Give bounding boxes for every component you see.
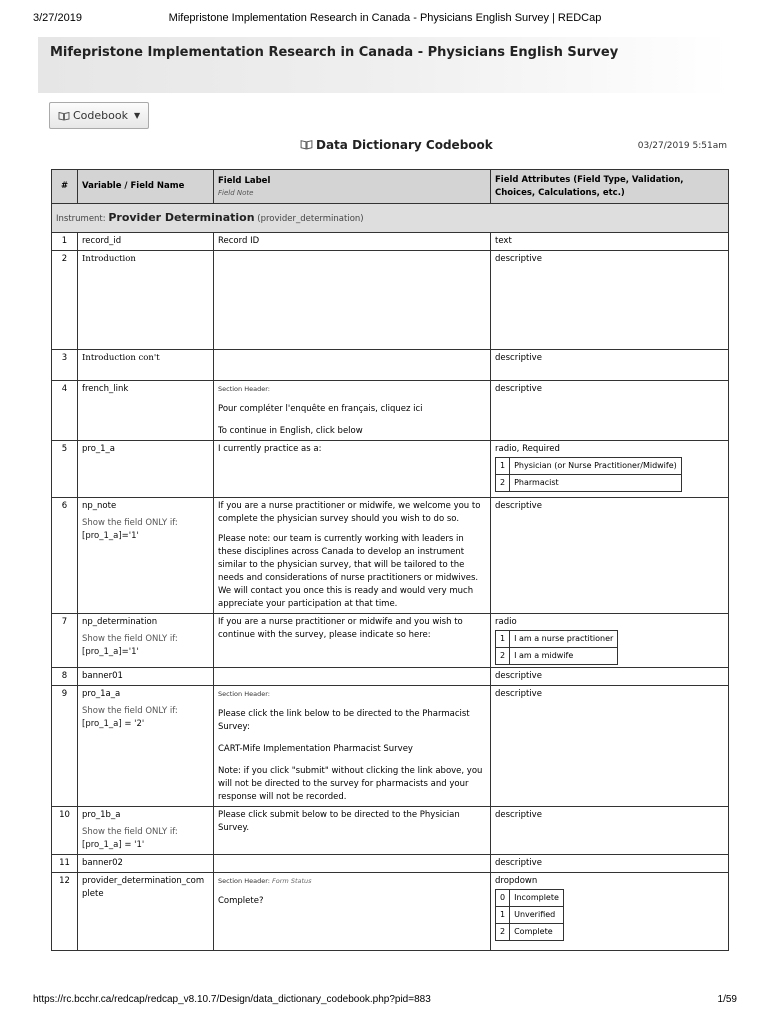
row-label-p1: If you are a nurse practitioner or midwife, we welcome you to complete the physician survey should you wish to do so.	[218, 501, 481, 524]
header-num: #	[52, 170, 78, 204]
project-title: Mifepristone Implementation Research in Canada - Physicians English Survey	[38, 37, 730, 93]
choice-row	[496, 631, 618, 648]
row-label-p3: Note: if you click "submit" without clicking the link above, you will not be directed to the survey for pharmacists and your response will not be recorded.	[218, 766, 483, 802]
section-header-label: Section Header:	[218, 385, 270, 393]
section-header-label: Section Header:	[218, 690, 270, 698]
branching-condition: [pro_1_a] = '2'	[82, 719, 145, 729]
row-variable	[78, 614, 214, 668]
branching-condition: [pro_1_a]='1'	[82, 531, 139, 541]
row-label	[214, 855, 491, 873]
row-num: 10	[52, 807, 78, 855]
row-variable: record_id	[78, 233, 214, 251]
header-field-note: Field Note	[218, 189, 254, 197]
branching-condition: [pro_1_a] = '1'	[82, 840, 145, 850]
row-num: 1	[52, 233, 78, 251]
instrument-var: (provider_determination)	[257, 213, 364, 224]
table-row	[52, 350, 729, 381]
table-row	[52, 614, 729, 668]
row-attributes: descriptive	[491, 668, 729, 686]
choice-code: 0	[496, 890, 510, 907]
codebook-button-label: Codebook	[73, 109, 128, 122]
row-num: 3	[52, 350, 78, 381]
choices-table	[495, 889, 564, 941]
caret-down-icon: ▼	[133, 111, 141, 120]
table-row	[52, 498, 729, 614]
row-variable: Introduction	[78, 251, 214, 350]
row-attributes	[491, 441, 729, 498]
choices-table	[495, 630, 618, 665]
instrument-name: Provider Determination	[108, 210, 255, 224]
branching-label: Show the field ONLY if:	[82, 827, 178, 837]
codebook-table	[51, 169, 729, 951]
table-row	[52, 807, 729, 855]
row-attributes	[491, 873, 729, 951]
header-variable: Variable / Field Name	[78, 170, 214, 204]
instrument-cell	[52, 204, 729, 233]
variable-name: np_determination	[82, 617, 158, 627]
choices-table	[495, 457, 682, 492]
row-num: 2	[52, 251, 78, 350]
instrument-row	[52, 204, 729, 233]
variable-name: pro_1b_a	[82, 810, 121, 820]
choice-code: 1	[496, 631, 510, 648]
book-icon	[58, 111, 70, 121]
row-label	[214, 686, 491, 807]
choice-row	[496, 475, 682, 492]
choice-label: I am a nurse practitioner	[510, 631, 618, 648]
branching-label: Show the field ONLY if:	[82, 706, 178, 716]
field-type: radio, Required	[495, 444, 560, 454]
print-url: https://rc.bcchr.ca/redcap/redcap_v8.10.7/Design/data_dictionary_codebook.php?pid=883	[33, 994, 431, 1005]
table-row	[52, 441, 729, 498]
table-row	[52, 873, 729, 951]
row-label-p1: Please click the link below to be directed to the Pharmacist Survey:	[218, 709, 470, 732]
choice-row	[496, 924, 564, 941]
row-attributes: descriptive	[491, 498, 729, 614]
row-num: 12	[52, 873, 78, 951]
choice-label: Complete	[510, 924, 564, 941]
print-footer	[33, 994, 737, 1008]
row-attributes: descriptive	[491, 807, 729, 855]
row-num: 6	[52, 498, 78, 614]
row-variable	[78, 498, 214, 614]
row-attributes: text	[491, 233, 729, 251]
table-header-row	[52, 170, 729, 204]
row-variable	[78, 807, 214, 855]
row-label-p2: To continue in English, click below	[218, 426, 363, 436]
branching-label: Show the field ONLY if:	[82, 518, 178, 528]
row-label-p2: Please note: our team is currently working with leaders in these disciplines across Canada to develop an instrument similar to the physician survey, that will be tailored to the needs and considerations of nurse practitioners or midwives. We will contact you once this is ready and would very much appreciate your participation at that time.	[218, 534, 479, 609]
choice-code: 2	[496, 648, 510, 665]
row-attributes: descriptive	[491, 855, 729, 873]
row-label: I currently practice as a:	[214, 441, 491, 498]
instrument-prefix: Instrument:	[56, 213, 106, 224]
choice-label: Incomplete	[510, 890, 564, 907]
row-variable: provider_determination_complete	[78, 873, 214, 951]
row-variable: Introduction con't	[78, 350, 214, 381]
print-title: Mifepristone Implementation Research in Canada - Physicians English Survey | REDCap	[168, 12, 602, 24]
row-num: 7	[52, 614, 78, 668]
dictionary-title	[300, 138, 493, 152]
section-header-label	[218, 875, 486, 888]
row-variable: banner02	[78, 855, 214, 873]
row-attributes: descriptive	[491, 251, 729, 350]
table-row	[52, 251, 729, 350]
variable-name: np_note	[82, 501, 117, 511]
row-num: 4	[52, 381, 78, 441]
row-label: If you are a nurse practitioner or midwife and you wish to continue with the survey, please indicate so here:	[214, 614, 491, 668]
table-row	[52, 233, 729, 251]
field-type: radio	[495, 617, 517, 627]
table-row	[52, 668, 729, 686]
choice-code: 2	[496, 924, 510, 941]
choice-label: Unverified	[510, 907, 564, 924]
row-num: 5	[52, 441, 78, 498]
row-attributes	[491, 614, 729, 668]
row-label	[214, 350, 491, 381]
row-label-p2: CART-Mife Implementation Pharmacist Survey	[218, 744, 413, 754]
choice-label: Pharmacist	[510, 475, 682, 492]
row-num: 9	[52, 686, 78, 807]
table-row	[52, 381, 729, 441]
print-date: 3/27/2019	[33, 12, 82, 24]
book-icon	[300, 139, 313, 150]
section-header-text: Section Header:	[218, 877, 270, 885]
variable-name: pro_1a_a	[82, 689, 121, 699]
branching-condition: [pro_1_a]='1'	[82, 647, 139, 657]
dictionary-title-text: Data Dictionary Codebook	[316, 138, 493, 152]
choice-code: 2	[496, 475, 510, 492]
row-label	[214, 668, 491, 686]
row-attributes: descriptive	[491, 350, 729, 381]
page-number: 1/59	[717, 994, 737, 1005]
choice-code: 1	[496, 907, 510, 924]
row-num: 11	[52, 855, 78, 873]
choice-row	[496, 648, 618, 665]
row-label-p1: Complete?	[218, 896, 264, 906]
choice-label: I am a midwife	[510, 648, 618, 665]
choice-row	[496, 890, 564, 907]
branching-label: Show the field ONLY if:	[82, 634, 178, 644]
row-label	[214, 251, 491, 350]
row-label	[214, 381, 491, 441]
field-type: dropdown	[495, 876, 538, 886]
choice-row	[496, 458, 682, 475]
codebook-button[interactable]	[49, 102, 149, 129]
table-row	[52, 855, 729, 873]
row-variable: pro_1_a	[78, 441, 214, 498]
choice-code: 1	[496, 458, 510, 475]
row-variable	[78, 686, 214, 807]
row-variable: french_link	[78, 381, 214, 441]
row-variable: banner01	[78, 668, 214, 686]
header-field-label	[214, 170, 491, 204]
header-field-label-text: Field Label	[218, 176, 271, 186]
row-attributes: descriptive	[491, 381, 729, 441]
choice-row	[496, 907, 564, 924]
choice-label: Physician (or Nurse Practitioner/Midwife)	[510, 458, 682, 475]
header-attributes: Field Attributes (Field Type, Validation, Choices, Calculations, etc.)	[491, 170, 729, 204]
row-label-p1: Pour compléter l'enquête en français, cliquez ici	[218, 404, 423, 414]
row-label: Please click submit below to be directed to the Physician Survey.	[214, 807, 491, 855]
row-attributes: descriptive	[491, 686, 729, 807]
row-label	[214, 873, 491, 951]
row-label	[214, 498, 491, 614]
row-label: Record ID	[214, 233, 491, 251]
table-row	[52, 686, 729, 807]
print-header	[33, 12, 737, 26]
row-num: 8	[52, 668, 78, 686]
dictionary-timestamp: 03/27/2019 5:51am	[637, 141, 727, 151]
section-header-note: Form Status	[272, 877, 312, 885]
